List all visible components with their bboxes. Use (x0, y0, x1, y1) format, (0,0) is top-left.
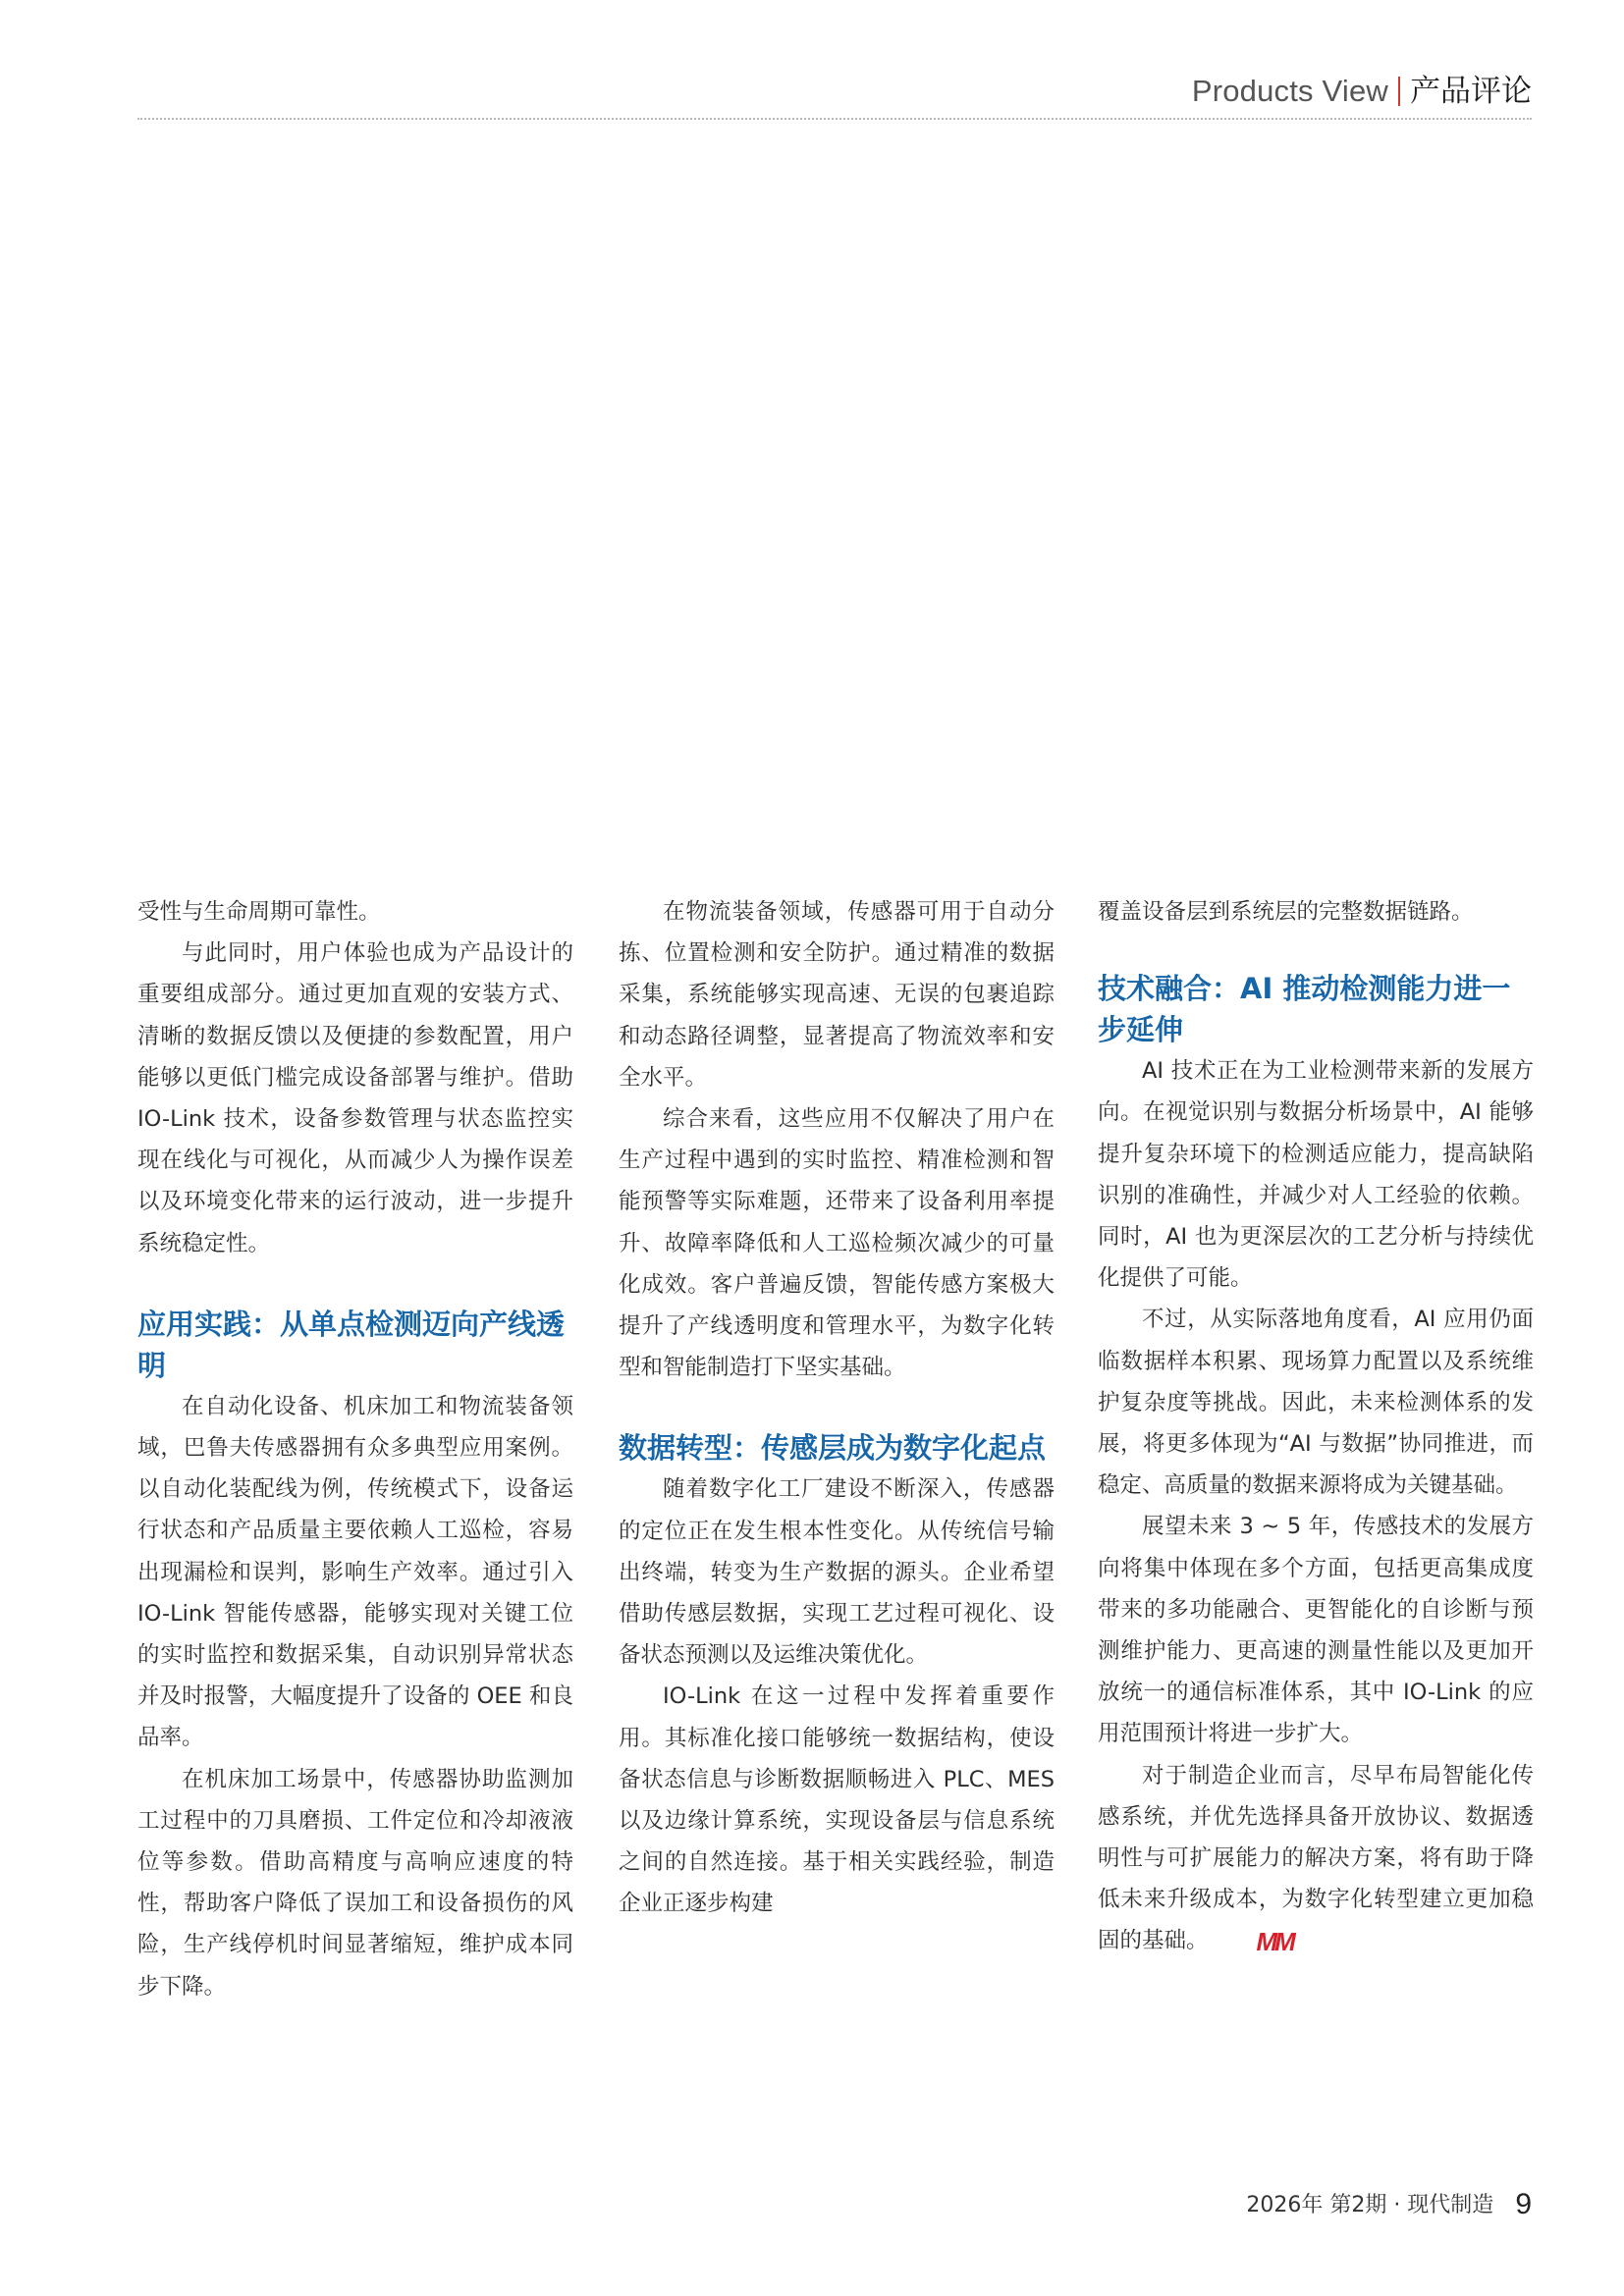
paragraph: 在物流装备领域，传感器可用于自动分拣、位置检测和安全防护。通过精准的数据采集，系统能够实现高速、无误的包裹追踪和动态路径调整，显著提高了物流效率和安全水平。 (619, 899, 1055, 1091)
paragraph: 在机床加工场景中，传感器协助监测加工过程中的刀具磨损、工件定位和冷却液液位等参数。借助高精度与高响应速度的特性，帮助客户降低了误加工和设备损伤的风险，生产线停机时间显著缩短，维护成本同步下降。 (137, 1766, 573, 2000)
text-column-3 (1098, 891, 1534, 1962)
paragraph: 受性与生命周期可靠性。 (137, 899, 381, 925)
section-title-cn: 产品评论 (1410, 74, 1532, 109)
paragraph: 综合来看，这些应用不仅解决了用户在生产过程中遇到的实时监控、精准检测和智能预警等实际难题，还带来了设备利用率提升、故障率降低和人工巡检频次减少的可量化成效。客户普遍反馈，智能传感方案极大提升了产线透明度和管理水平，为数字化转型和智能制造打下坚实基础。 (619, 1106, 1055, 1381)
section-spacer (1098, 933, 1534, 968)
paragraph: 随着数字化工厂建设不断深入，传感器的定位正在发生根本性变化。从传统信号输出终端，转变为生产数据的源头。企业希望借助传感层数据，实现工艺过程可视化、设备状态预测以及运维决策优化。 (619, 1476, 1055, 1669)
section-spacer (619, 1388, 1055, 1427)
section-heading-data-transformation: 数据转型：传感层成为数字化起点 (619, 1431, 1047, 1466)
paragraph-last (1098, 1755, 1534, 1962)
page-footer (982, 2185, 1532, 2224)
text-column-1 (137, 891, 573, 2007)
header-dotted-rule (137, 118, 1532, 120)
issue-info: 2026年 第2期 · 现代制造 (1246, 2193, 1494, 2217)
paragraph: 与此同时，用户体验也成为产品设计的重要组成部分。通过更加直观的安装方式、清晰的数据反馈以及便捷的参数配置，用户能够以更低门槛完成设备部署与维护。借助 IO-Link 技术，设备参数管理与状态监控实现在线化与可视化，从而减少人为操作误差以及环境变化带来的运行波动，进一步提升系统稳定性。 (137, 940, 573, 1256)
paragraph: IO-Link 在这一过程中发挥着重要作用。其标准化接口能够统一数据结构，使设备状态信息与诊断数据顺畅进入 PLC、MES 以及边缘计算系统，实现设备层与信息系统之间的自然连接。基于相关实践经验，制造企业正逐步构建 (619, 1683, 1055, 1917)
page-number: 9 (1515, 2188, 1532, 2220)
paragraph: AI 技术正在为工业检测带来新的发展方向。在视觉识别与数据分析场景中，AI 能够提升复杂环境下的检测适应能力，提高缺陷识别的准确性，并减少对人工经验的依赖。同时，AI 也为更深层次的工艺分析与持续优化提供了可能。 (1098, 1058, 1534, 1292)
text-column-2 (619, 891, 1055, 1925)
header-divider (1398, 77, 1400, 106)
paragraph: 展望未来 3 ~ 5 年，传感技术的发展方向将集中体现在多个方面，包括更高集成度带来的多功能融合、更智能化的自诊断与预测维护能力、更高速的测量性能以及更加开放统一的通信标准体系，其中 IO-Link 的应用范围预计将进一步扩大。 (1098, 1514, 1534, 1747)
section-spacer (137, 1264, 573, 1304)
section-heading-application: 应用实践：从单点检测迈向产线透明 (137, 1307, 566, 1382)
paragraph: 覆盖设备层到系统层的完整数据链路。 (1098, 899, 1474, 925)
section-title-en: Products View (1191, 74, 1388, 108)
mm-end-mark-logo: MM (1256, 1927, 1293, 1957)
paragraph: 在自动化设备、机床加工和物流装备领域，巴鲁夫传感器拥有众多典型应用案例。以自动化装配线为例，传统模式下，设备运行状态和产品质量主要依赖人工巡检，容易出现漏检和误判，影响生产效率。通过引入 IO-Link 智能传感器，能够实现对关键工位的实时监控和数据采集，自动识别异常状态并及时报警，大幅度提升了设备的 OEE 和良品率。 (137, 1393, 573, 1751)
paragraph-text: 对于制造企业而言，尽早布局智能化传感系统，并优先选择具备开放协议、数据透明性与可扩展能力的解决方案，将有助于降低未来升级成本，为数字化转型建立更加稳固的基础。 (1098, 1762, 1534, 1954)
paragraph: 不过，从实际落地角度看，AI 应用仍面临数据样本积累、现场算力配置以及系统维护复杂度等挑战。因此，未来检测体系的发展，将更多体现为“AI 与数据”协同推进，而稳定、高质量的数据来源将成为关键基础。 (1098, 1307, 1534, 1499)
running-header (137, 67, 1532, 116)
section-heading-ai-fusion: 技术融合：AI 推动检测能力进一步延伸 (1098, 972, 1511, 1047)
